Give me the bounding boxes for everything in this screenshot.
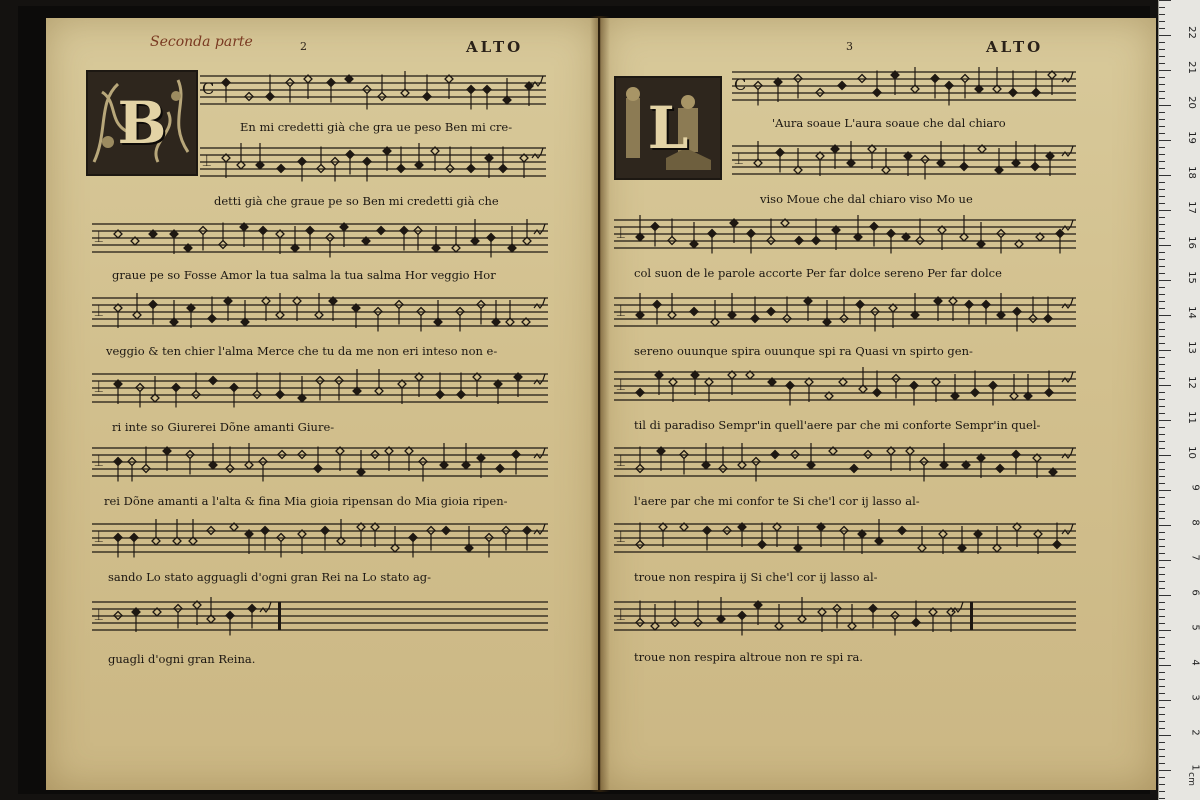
scale-tick xyxy=(1159,133,1165,134)
lyric-right-2: viso Moue che dal chiaro viso Mo ue xyxy=(760,192,973,206)
scale-number: 12 xyxy=(1186,376,1198,389)
svg-text:C: C xyxy=(734,75,747,94)
scale-tick xyxy=(1159,406,1165,407)
lyric-left-2: detti già che graue pe so Ben mi credetti già che xyxy=(214,194,499,208)
staff-left-5 xyxy=(92,368,548,418)
scale-tick xyxy=(1159,196,1165,197)
staff-left-4 xyxy=(92,292,548,342)
staff-left-2 xyxy=(200,142,546,192)
scale-tick xyxy=(1159,56,1165,57)
svg-text:C: C xyxy=(202,79,215,98)
staff-right-1 xyxy=(732,66,1076,116)
scale-number: 15 xyxy=(1186,271,1198,284)
scale-tick xyxy=(1159,728,1165,729)
scale-tick xyxy=(1159,49,1165,50)
svg-text:⌶: ⌶ xyxy=(94,451,104,470)
scale-tick xyxy=(1159,462,1165,463)
lyric-right-6: l'aere par che mi confor te Si che'l cor ij lasso al- xyxy=(634,494,920,508)
scale-number: 10 xyxy=(1186,446,1198,459)
scale-tick xyxy=(1159,630,1171,631)
right-folio: 3 xyxy=(846,40,853,53)
scale-tick xyxy=(1159,280,1171,281)
scale-tick xyxy=(1159,301,1165,302)
scale-tick xyxy=(1159,210,1171,211)
scale-tick xyxy=(1159,336,1165,337)
staff-left-3 xyxy=(92,218,548,268)
scale-tick xyxy=(1159,77,1165,78)
scale-tick xyxy=(1159,497,1165,498)
scale-number: 17 xyxy=(1186,201,1198,214)
scale-tick xyxy=(1159,434,1165,435)
lyric-left-7: sando Lo stato agguagli d'ogni gran Rei na Lo stato ag- xyxy=(108,570,432,584)
scale-tick xyxy=(1159,105,1171,106)
scale-tick xyxy=(1159,63,1165,64)
scale-number: 5 xyxy=(1189,624,1200,631)
measuring-scale xyxy=(1158,0,1200,800)
svg-text:⌶: ⌶ xyxy=(616,375,626,394)
scale-tick xyxy=(1159,763,1165,764)
svg-text:⌶: ⌶ xyxy=(616,223,626,242)
scale-tick xyxy=(1159,588,1165,589)
scale-tick xyxy=(1159,777,1165,778)
scale-tick xyxy=(1159,735,1171,736)
svg-text:⌶: ⌶ xyxy=(616,527,626,546)
scale-tick xyxy=(1159,7,1165,8)
scale-number: 6 xyxy=(1189,589,1200,596)
scale-tick xyxy=(1159,259,1165,260)
scale-tick xyxy=(1159,273,1165,274)
scale-number: 3 xyxy=(1189,694,1200,701)
scale-tick xyxy=(1159,756,1165,757)
scale-tick xyxy=(1159,420,1171,421)
scale-tick xyxy=(1159,287,1165,288)
scale-number: 13 xyxy=(1186,341,1198,354)
scale-tick xyxy=(1159,217,1165,218)
scale-number: 9 xyxy=(1189,484,1200,491)
scale-tick xyxy=(1159,700,1171,701)
svg-text:⌶: ⌶ xyxy=(616,451,626,470)
scale-tick xyxy=(1159,35,1171,36)
scale-tick xyxy=(1159,546,1165,547)
scale-tick xyxy=(1159,637,1165,638)
scale-number: 8 xyxy=(1189,519,1200,526)
scale-tick xyxy=(1159,126,1165,127)
scale-tick xyxy=(1159,651,1165,652)
scale-tick xyxy=(1159,168,1165,169)
scale-tick xyxy=(1159,140,1171,141)
staff-right-3 xyxy=(614,214,1076,264)
scale-tick xyxy=(1159,707,1165,708)
scale-tick xyxy=(1159,658,1165,659)
book-gutter xyxy=(590,16,610,792)
decorated-initial-b xyxy=(86,70,198,176)
scale-tick xyxy=(1159,749,1165,750)
scale-tick xyxy=(1159,476,1165,477)
scale-tick xyxy=(1159,378,1165,379)
scale-tick xyxy=(1159,308,1165,309)
scale-tick xyxy=(1159,623,1165,624)
initial-letter: B xyxy=(117,89,167,157)
scale-tick xyxy=(1159,21,1165,22)
staff-right-6 xyxy=(614,442,1076,492)
svg-text:⌶: ⌶ xyxy=(734,149,744,168)
scale-tick xyxy=(1159,784,1165,785)
scale-tick xyxy=(1159,525,1171,526)
scale-tick xyxy=(1159,770,1171,771)
scale-number: 16 xyxy=(1186,236,1198,249)
left-voice-heading: ALTO xyxy=(466,38,524,56)
lyric-left-3: graue pe so Fosse Amor la tua salma la tua salma Hor veggio Hor xyxy=(112,268,496,282)
scale-tick xyxy=(1159,567,1165,568)
scale-tick xyxy=(1159,448,1165,449)
scale-tick xyxy=(1159,721,1165,722)
svg-text:⌶: ⌶ xyxy=(616,605,626,624)
scale-tick xyxy=(1159,427,1165,428)
scale-number: 1 xyxy=(1189,764,1200,771)
scale-tick xyxy=(1159,329,1165,330)
scale-number: 21 xyxy=(1186,61,1198,74)
scale-tick xyxy=(1159,357,1165,358)
scale-number: 18 xyxy=(1186,166,1198,179)
initial-letter: L xyxy=(647,94,689,162)
svg-text:⌶: ⌶ xyxy=(202,151,212,170)
lyric-left-1: En mi credetti già che gra ue peso Ben mi cre- xyxy=(240,120,513,134)
scale-tick xyxy=(1159,511,1165,512)
scale-tick xyxy=(1159,791,1165,792)
left-folio: 2 xyxy=(300,40,307,53)
scale-tick xyxy=(1159,644,1165,645)
staff-left-6 xyxy=(92,442,548,492)
scale-tick xyxy=(1159,483,1165,484)
scale-tick xyxy=(1159,609,1165,610)
scale-tick xyxy=(1159,399,1165,400)
staff-left-1 xyxy=(200,70,546,120)
scale-number: 19 xyxy=(1186,131,1198,144)
scale-tick xyxy=(1159,14,1165,15)
lyric-left-5: ri inte so Giurerei Dõne amanti Giure- xyxy=(112,420,335,434)
scale-tick xyxy=(1159,119,1165,120)
lyric-right-8: troue non respira altroue non re spi ra. xyxy=(634,650,863,664)
scale-tick xyxy=(1159,441,1165,442)
scale-tick xyxy=(1159,252,1165,253)
scale-tick xyxy=(1159,343,1165,344)
scale-number: 4 xyxy=(1189,659,1200,666)
staff-right-7 xyxy=(614,518,1076,568)
scale-tick xyxy=(1159,392,1165,393)
svg-text:⌶: ⌶ xyxy=(94,227,104,246)
scale-tick xyxy=(1159,532,1165,533)
lyric-right-7: troue non respira ij Si che'l cor ij lasso al- xyxy=(634,570,878,584)
staff-left-7 xyxy=(92,518,548,568)
scale-tick xyxy=(1159,385,1171,386)
scale-tick xyxy=(1159,175,1171,176)
scale-tick xyxy=(1159,679,1165,680)
scale-number: 14 xyxy=(1186,306,1198,319)
scale-tick xyxy=(1159,350,1171,351)
scale-number: 2 xyxy=(1189,729,1200,736)
scale-tick xyxy=(1159,315,1171,316)
scale-tick xyxy=(1159,574,1165,575)
scale-tick xyxy=(1159,581,1165,582)
scale-tick xyxy=(1159,231,1165,232)
scale-tick xyxy=(1159,70,1171,71)
scale-unit: cm xyxy=(1186,772,1197,786)
svg-text:⌶: ⌶ xyxy=(94,301,104,320)
scale-tick xyxy=(1159,371,1165,372)
svg-text:⌶: ⌶ xyxy=(94,377,104,396)
scale-tick xyxy=(1159,413,1165,414)
scale-tick xyxy=(1159,42,1165,43)
scale-tick xyxy=(1159,455,1171,456)
scale-tick xyxy=(1159,742,1165,743)
staff-right-5 xyxy=(614,366,1076,416)
scale-tick xyxy=(1159,518,1165,519)
scale-tick xyxy=(1159,686,1165,687)
scale-tick xyxy=(1159,504,1165,505)
scale-tick xyxy=(1159,112,1165,113)
scale-tick xyxy=(1159,182,1165,183)
scale-tick xyxy=(1159,161,1165,162)
lyric-right-4: sereno ouunque spira ouunque spi ra Quasi vn spirto gen- xyxy=(634,344,973,358)
scale-tick xyxy=(1159,602,1165,603)
scale-tick xyxy=(1159,203,1165,204)
staff-right-4 xyxy=(614,292,1076,342)
scale-number: 22 xyxy=(1186,26,1198,39)
scale-tick xyxy=(1159,224,1165,225)
lyric-left-4: veggio & ten chier l'alma Merce che tu da me non eri inteso non e- xyxy=(106,344,498,358)
lyric-right-1: 'Aura soaue L'aura soaue che dal chiaro xyxy=(772,116,1006,130)
scale-number: 20 xyxy=(1186,96,1198,109)
scale-tick xyxy=(1159,84,1165,85)
scale-tick xyxy=(1159,154,1165,155)
scale-tick xyxy=(1159,28,1165,29)
right-voice-heading: ALTO xyxy=(986,38,1044,56)
scale-tick xyxy=(1159,616,1165,617)
decorated-initial-l xyxy=(614,76,722,180)
lyric-left-6: rei Dõne amanti a l'alta & fina Mia gioia ripensan do Mia gioia ripen- xyxy=(104,494,508,508)
lyric-right-5: til di paradiso Sempr'in quell'aere par che mi conforte Sempr'in quel- xyxy=(634,418,1041,432)
scale-tick xyxy=(1159,91,1165,92)
staff-right-2 xyxy=(732,140,1076,190)
scale-tick xyxy=(1159,553,1165,554)
scale-number: 7 xyxy=(1189,554,1200,561)
lyric-right-3: col suon de le parole accorte Per far dolce sereno Per far dolce xyxy=(634,266,1002,280)
scale-tick xyxy=(1159,189,1165,190)
scale-tick xyxy=(1159,238,1165,239)
staff-right-8 xyxy=(614,596,1076,646)
scale-number: 11 xyxy=(1186,411,1198,424)
svg-text:⌶: ⌶ xyxy=(616,301,626,320)
scale-tick xyxy=(1159,693,1165,694)
svg-text:⌶: ⌶ xyxy=(94,527,104,546)
scale-tick xyxy=(1159,147,1165,148)
handwritten-annotation: Seconda parte xyxy=(150,34,253,50)
scale-tick xyxy=(1159,98,1165,99)
scale-tick xyxy=(1159,798,1165,799)
lyric-left-8: guagli d'ogni gran Reina. xyxy=(108,652,256,666)
scale-tick xyxy=(1159,560,1171,561)
scale-tick xyxy=(1159,714,1165,715)
scale-tick xyxy=(1159,364,1165,365)
scale-tick xyxy=(1159,245,1171,246)
scale-tick xyxy=(1159,294,1165,295)
scale-tick xyxy=(1159,322,1165,323)
scale-tick xyxy=(1159,665,1171,666)
scale-tick xyxy=(1159,539,1165,540)
scale-tick xyxy=(1159,266,1165,267)
scale-tick xyxy=(1159,469,1165,470)
scale-tick xyxy=(1159,595,1171,596)
svg-text:⌶: ⌶ xyxy=(94,605,104,624)
staff-left-8 xyxy=(92,596,548,646)
scale-tick xyxy=(1159,0,1171,1)
scale-tick xyxy=(1159,490,1171,491)
scale-tick xyxy=(1159,672,1165,673)
